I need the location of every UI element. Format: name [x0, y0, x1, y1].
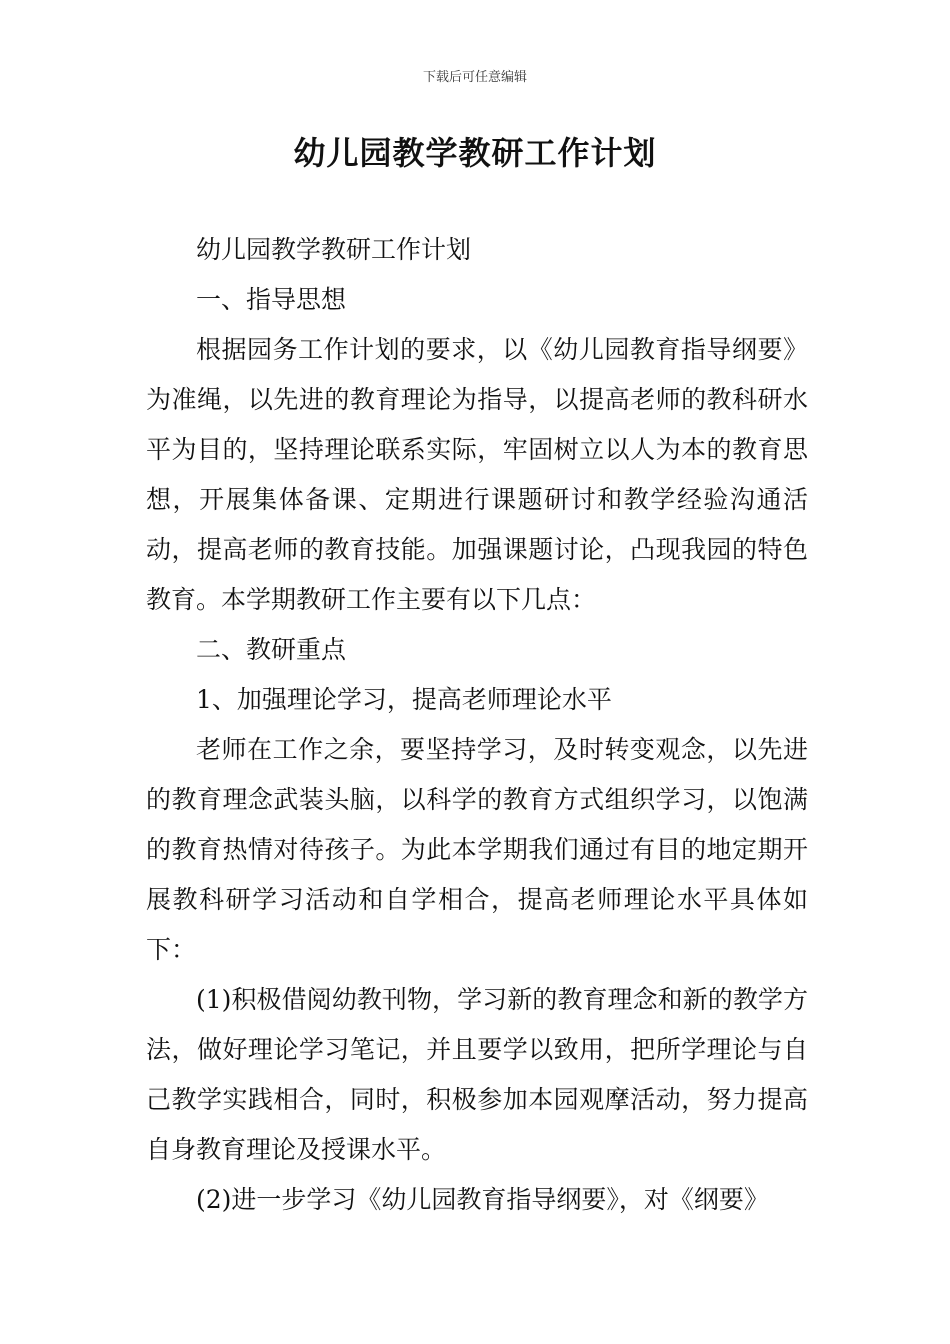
section-heading-research-focus: 二、教研重点 — [196, 635, 347, 664]
list-item-1: (1)积极借阅幼教刊物，学习新的教育理念和新的教学方法，做好理论学习笔记，并且要学以致用，把所学理论与自己教学实践相合，同时，积极参加本园观摩活动，努力提高自身教育理论及授课水平。 — [146, 985, 808, 1164]
page-header-note: 下载后可任意编辑 — [422, 70, 527, 85]
document-body — [146, 225, 808, 1225]
section-heading-guiding-ideology: 一、指导思想 — [196, 285, 347, 314]
document-title: 幼儿园教学教研工作计划 — [293, 134, 657, 172]
list-item-2: (2)进一步学习《幼儿园教育指导纲要》，对《纲要》 — [196, 1185, 769, 1214]
paragraph-theory-study: 老师在工作之余，要坚持学习，及时转变观念，以先进的教育理念武装头脑，以科学的教育方式组织学习，以饱满的教育热情对待孩子。为此本学期我们通过有目的地定期开展教科研学习活动和自学相合，提高老师理论水平具体如下： — [146, 735, 808, 964]
paragraph-subtitle: 幼儿园教学教研工作计划 — [196, 235, 472, 264]
subheading-theory-study: 1、加强理论学习，提高老师理论水平 — [196, 685, 612, 714]
paragraph-guiding-ideology: 根据园务工作计划的要求，以《幼儿园教育指导纲要》为准绳，以先进的教育理论为指导，以提高老师的教科研水平为目的，坚持理论联系实际，牢固树立以人为本的教育思想，开展集体备课、定期进行课题研讨和教学经验沟通活动，提高老师的教育技能。加强课题讨论，凸现我园的特色教育。本学期教研工作主要有以下几点： — [146, 335, 808, 614]
